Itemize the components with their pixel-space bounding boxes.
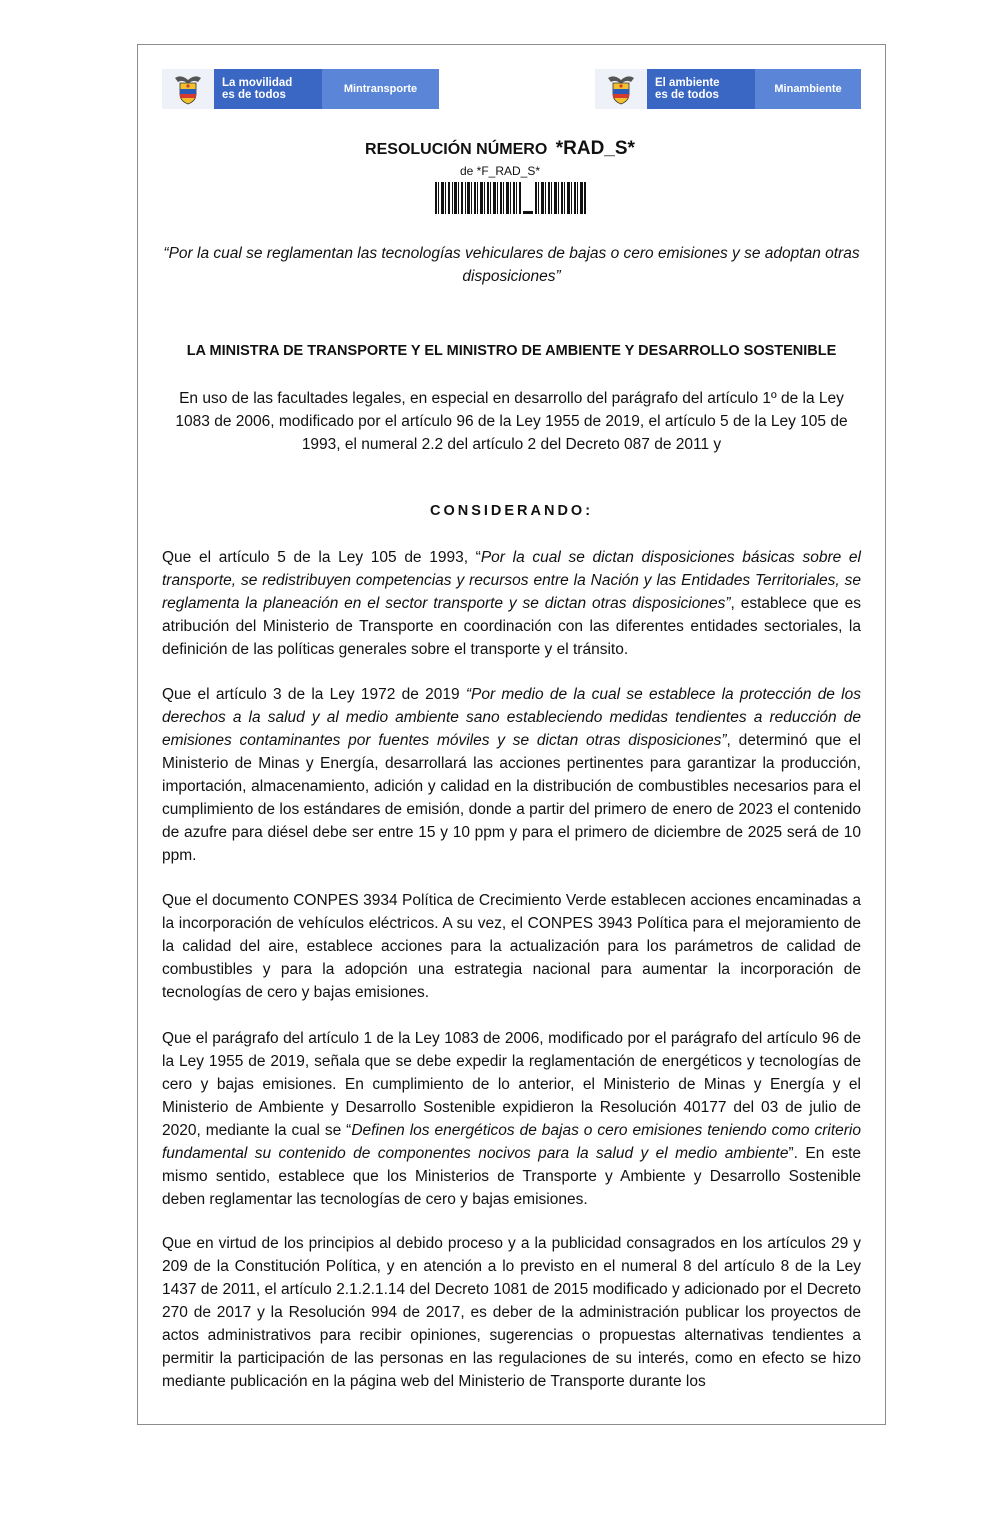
agency-name: Mintransporte <box>322 69 439 109</box>
paragraph-text: Que el artículo 3 de la Ley 1972 de 2019 <box>162 686 466 703</box>
resolution-date: de *F_RAD_S* <box>459 164 541 178</box>
slogan-line-1: El ambiente <box>655 77 720 89</box>
considering-paragraph-2 <box>162 683 861 867</box>
considering-paragraph-5: Que en virtud de los principios al debido proceso y a la publicidad consagrados en los artículos 29 y 209 de la Constitución Política, y en atención a lo previsto en el numeral 8 del artículo 8 de la Ley 1437 de 2011, el artículo 2.1.2.1.14 del Decreto 1081 de 2015 modificado y adicionado por el Decreto 270 de 2017 y la Resolución 994 de 2017, es deber de la administración publicar los proyectos de actos administrativos para recibir opiniones, sugerencias o propuestas alternativas tendientes a permitir la participación de las personas en las regulaciones de su interés, como en efecto se hizo mediante publicación en la página web del Ministerio de Transporte durante los <box>162 1235 861 1390</box>
slogan <box>214 69 322 109</box>
slogan-line-1: La movilidad <box>222 77 293 89</box>
paragraph-text: Que el artículo 5 de la Ley 105 de 1993, “ <box>162 549 481 566</box>
colombia-coat-of-arms-icon <box>604 72 638 106</box>
paragraph-text: Que el parágrafo del artículo 1 de la Ley 1083 de 2006, modificado por el parágrafo del artículo 96 de la Ley 1955 de 2019, señala que se debe expedir la reglamentación de energéticos y tecnologías de cero y bajas emisiones. En cumplimiento de lo anterior, el Ministerio de Minas y Energía y el Ministerio de Ambiente y Desarrollo Sostenible expidieron la Resolución 40177 del 03 de julio de 2020, mediante la cual se “ <box>162 1030 861 1139</box>
seal-box <box>595 69 647 109</box>
slogan <box>647 69 755 109</box>
seal-box <box>162 69 214 109</box>
considering-paragraph-1 <box>162 546 861 661</box>
quoted-title: “Por medio de la cual se establece la protección de los derechos a la salud y al medio ambiente sano estableciendo medidas tendientes a reducción de emisiones contaminantes por fuentes móviles y se dictan otras disposiciones” <box>162 686 861 749</box>
resolution-number: *RAD_S* <box>555 138 635 159</box>
resolution-title <box>0 138 1000 160</box>
quoted-title: Definen los energéticos de bajas o cero emisiones teniendo como criterio fundamental su contenido de componentes nocivos para la salud y el medio ambiente <box>162 1122 861 1162</box>
agency-name: Minambiente <box>755 69 861 109</box>
considering-heading: CONSIDERANDO: <box>429 503 594 519</box>
barcode-icon <box>435 182 587 214</box>
colombia-coat-of-arms-icon <box>171 72 205 106</box>
minambiente-logo <box>595 69 861 109</box>
resolution-label: RESOLUCIÓN NÚMERO <box>365 141 548 158</box>
considering-paragraph-3: Que el documento CONPES 3934 Política de Crecimiento Verde establecen acciones encaminadas a la incorporación de vehículos eléctricos. A su vez, el CONPES 3943 Política para el mejoramiento de la calidad del aire, establece acciones para la actualización para los parámetros de calidad de combustibles y para la adopción una estrategia nacional para aumentar la incorporación de tecnologías de cero y bajas emisiones. <box>162 892 861 1001</box>
slogan-line-2: es de todos <box>655 89 719 101</box>
paragraph-text: ”. En este mismo sentido, establece que los Ministerios de Transporte y Ambiente y Desarrollo Sostenible deben reglamentar las tecnologías de cero y bajas emisiones. <box>162 1145 862 1208</box>
paragraph-text: , determinó que el Ministerio de Minas y Energía, desarrollará las acciones pertinentes para garantizar la producción, importación, almacenamiento, adición y calidad en la distribución de combustibles necesarios para el cumplimiento de los estándares de emisión, donde a partir del primero de enero de 2023 el contenido de azufre para diésel debe ser entre 15 y 10 ppm y para el primero de diciembre de 2025 será de 10 ppm. <box>162 732 861 864</box>
considering-paragraph-4 <box>162 1027 861 1211</box>
mintransporte-logo <box>162 69 439 109</box>
slogan-line-2: es de todos <box>222 89 286 101</box>
resolution-subject: “Por la cual se reglamentan las tecnologías vehiculares de bajas o cero emisiones y se adoptan otras disposiciones” <box>163 245 860 285</box>
authorities-heading: LA MINISTRA DE TRANSPORTE Y EL MINISTRO DE AMBIENTE Y DESARROLLO SOSTENIBLE <box>186 343 837 359</box>
quoted-title: Por la cual se dictan disposiciones básicas sobre el transporte, se redistribuyen competencias y recursos entre la Nación y las Entidades Territoriales, se reglamenta la planeación en el sector transporte y se dictan otras disposiciones” <box>162 549 861 612</box>
legal-basis-intro: En uso de las facultades legales, en especial en desarrollo del parágrafo del artículo 1º de la Ley 1083 de 2006, modificado por el artículo 96 de la Ley 1955 de 2019, el artículo 5 de la Ley 105 de 1993, el numeral 2.2 del artículo 2 del Decreto 087 de 2011 y <box>175 390 848 453</box>
paragraph-text: , establece que es atribución del Ministerio de Transporte en coordinación con las diferentes entidades sectoriales, la definición de las políticas generales sobre el transporte y el tránsito. <box>162 595 862 658</box>
